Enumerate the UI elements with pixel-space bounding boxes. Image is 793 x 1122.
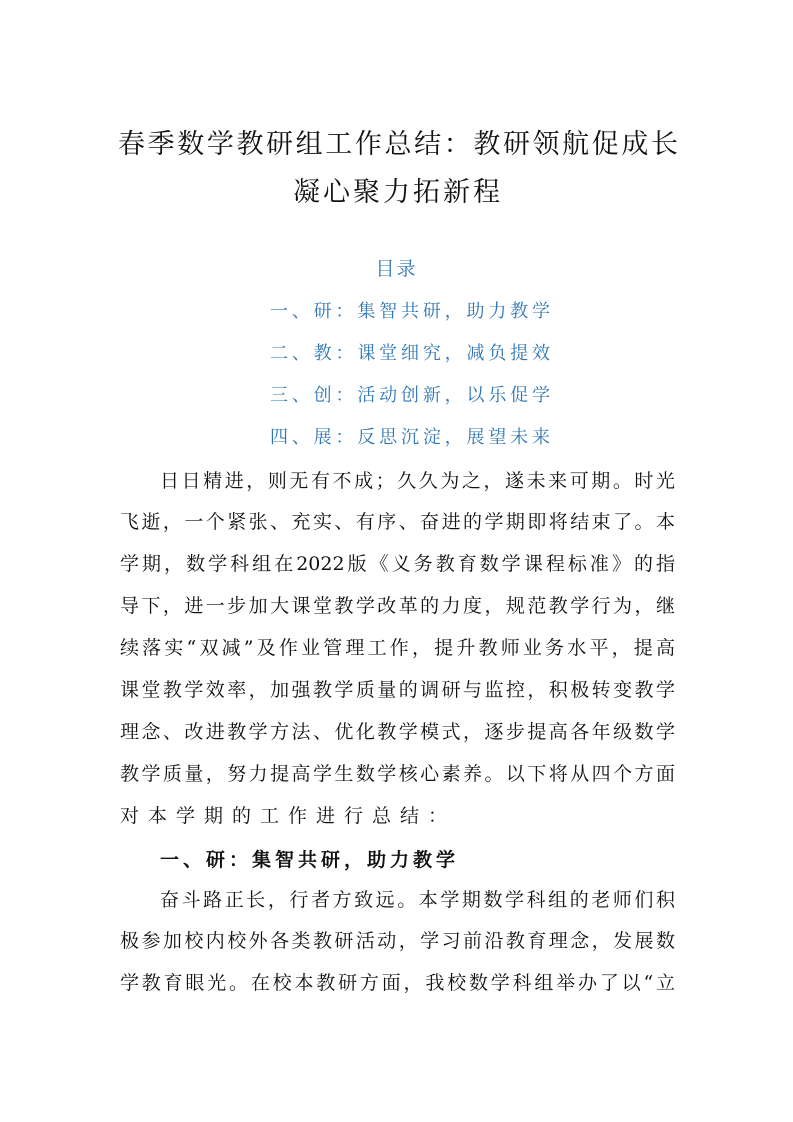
toc-item-1[interactable]: 一、研：集智共研，助力教学	[270, 301, 550, 322]
paragraph-line: 奋斗路正长，行者方致远。本学期数学科组的老师们积	[160, 889, 675, 911]
paragraph-line: 对本学期的工作进行总结：	[120, 805, 457, 827]
paragraph-line: 日日精进，则无有不成；久久为之，遂未来可期。时光	[160, 470, 675, 492]
paragraph-line: 教学质量，努力提高学生数学核心素养。以下将从四个方面	[120, 763, 675, 785]
toc-item-3[interactable]: 三、创：活动创新，以乐促学	[270, 385, 550, 406]
toc-heading: 目录	[375, 258, 418, 280]
paragraph-line: 学教育眼光。在校本教研方面，我校数学科组举办了以“立	[120, 972, 675, 994]
paragraph-line: 导下，进一步加大课堂教学改革的力度，规范教学行为，继	[120, 595, 675, 617]
document-title-line-1: 春季数学教研组工作总结：教研领航促成长	[118, 129, 678, 160]
paragraph-line: 极参加校内校外各类教研活动，学习前沿教育理念，发展数	[120, 930, 675, 952]
toc-item-4[interactable]: 四、展：反思沉淀，展望未来	[270, 427, 550, 448]
document-title-line-2: 凝心聚力拓新程	[293, 177, 503, 208]
section-heading-1: 一、研：集智共研，助力教学	[160, 849, 460, 871]
paragraph-line: 续落实“双减”及作业管理工作，提升教师业务水平，提高	[120, 637, 675, 659]
paragraph-line: 理念、改进教学方法、优化教学模式，逐步提高各年级数学	[120, 721, 675, 743]
paragraph-line: 学期，数学科组在2022版《义务教育数学课程标准》的指	[120, 553, 675, 575]
paragraph-line: 课堂教学效率，加强教学质量的调研与监控，积极转变教学	[120, 679, 675, 701]
toc-item-2[interactable]: 二、教：课堂细究，减负提效	[270, 343, 550, 364]
paragraph-line: 飞逝，一个紧张、充实、有序、奋进的学期即将结束了。本	[120, 511, 675, 533]
